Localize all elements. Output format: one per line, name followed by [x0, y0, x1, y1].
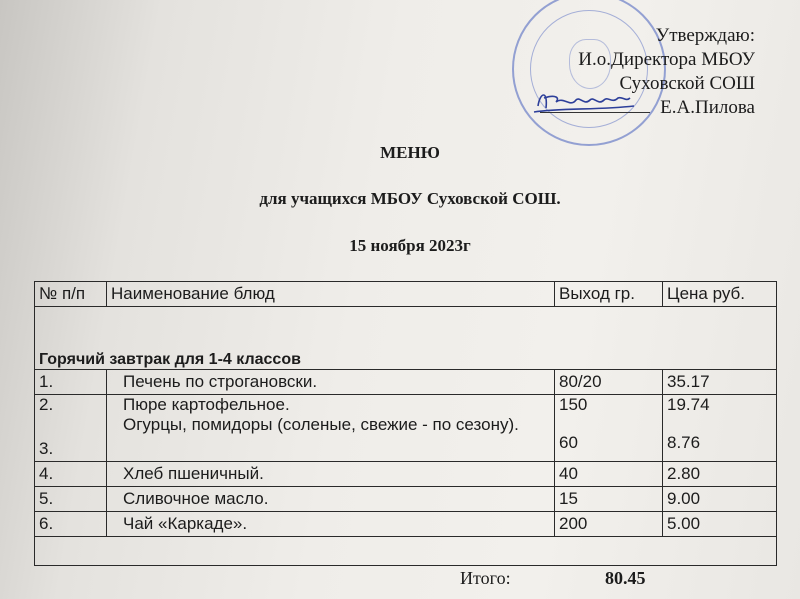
- row-price: 8.76: [667, 433, 701, 452]
- header-price: Цена руб.: [663, 282, 777, 307]
- table-row: [35, 462, 777, 487]
- row-weight: 80/20: [555, 370, 663, 395]
- row-weight: 60: [559, 433, 578, 452]
- menu-date: 15 ноября 2023г: [349, 236, 471, 255]
- row-number: 6.: [35, 512, 107, 537]
- row-price: 35.17: [663, 370, 777, 395]
- section-row: [35, 307, 777, 370]
- menu-table: [34, 281, 777, 566]
- approve-name: Е.А.Пилова: [660, 97, 755, 118]
- row-weight: 15: [555, 487, 663, 512]
- menu-subtitle: для учащихся МБОУ Суховской СОШ.: [259, 189, 561, 208]
- menu-title: МЕНЮ: [380, 143, 440, 162]
- total-label: Итого:: [460, 568, 511, 588]
- row-weight-pair: [555, 395, 663, 462]
- row-weight: 200: [555, 512, 663, 537]
- row-dish: Чай «Каркаде».: [107, 512, 555, 537]
- header-number: № п/п: [35, 282, 107, 307]
- table-row: [35, 487, 777, 512]
- handwritten-signature: [530, 84, 640, 120]
- row-dish: Печень по строгановски.: [107, 370, 555, 395]
- section-title: Горячий завтрак для 1-4 классов: [35, 307, 777, 370]
- total-cell: [35, 537, 777, 566]
- row-dish: Сливочное масло.: [107, 487, 555, 512]
- row-price: 19.74: [667, 395, 710, 414]
- row-price: 2.80: [663, 462, 777, 487]
- row-number: 4.: [35, 462, 107, 487]
- row-number: 3.: [39, 439, 54, 458]
- row-number: 2.: [39, 395, 54, 414]
- table-row: [35, 512, 777, 537]
- row-weight: 40: [555, 462, 663, 487]
- total-value: 80.45: [605, 568, 646, 588]
- row-price-pair: [663, 395, 777, 462]
- row-dish: Огурцы, помидоры (соленые, свежие - по сезону).: [123, 415, 519, 434]
- row-dish: Хлеб пшеничный.: [107, 462, 555, 487]
- header-weight: Выход гр.: [555, 282, 663, 307]
- table-row: [35, 370, 777, 395]
- row-price: 9.00: [663, 487, 777, 512]
- approve-position: И.о.Директора МБОУ: [578, 49, 755, 70]
- row-weight: 150: [559, 395, 588, 414]
- row-dish: Пюре картофельное.: [123, 395, 290, 414]
- table-row: [35, 395, 777, 462]
- approve-school: Суховской СОШ: [619, 73, 755, 94]
- approve-label: Утверждаю:: [655, 25, 755, 46]
- table-header-row: [35, 282, 777, 307]
- row-number-pair: [35, 395, 107, 462]
- total-row: [35, 537, 777, 566]
- row-number: 5.: [35, 487, 107, 512]
- row-number: 1.: [35, 370, 107, 395]
- row-price: 5.00: [663, 512, 777, 537]
- header-dish: Наименование блюд: [107, 282, 555, 307]
- row-dish-pair: [107, 395, 555, 462]
